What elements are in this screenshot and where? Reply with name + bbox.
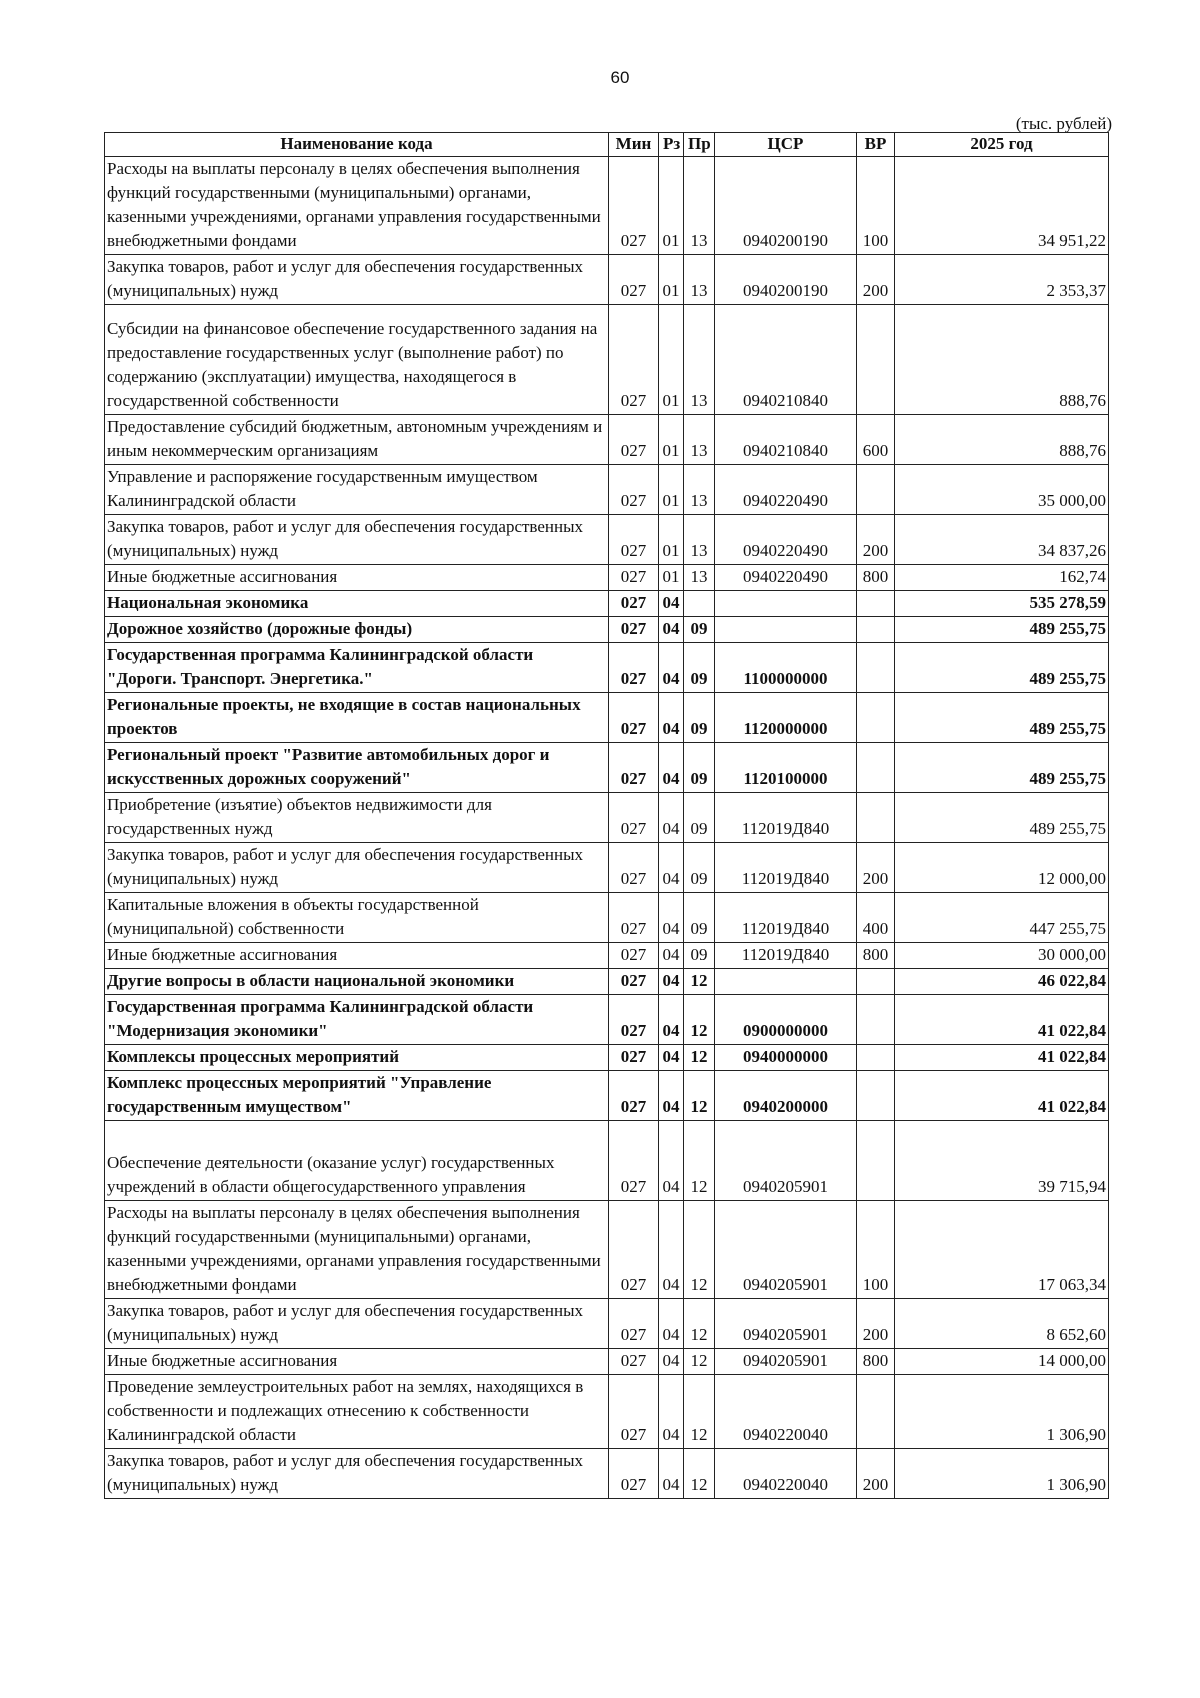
row-name: Комплекс процессных мероприятий "Управление государственным имуществом": [105, 1071, 609, 1121]
row-csr: 0940210840: [715, 305, 857, 415]
row-name: Региональный проект "Развитие автомобильных дорог и искусственных дорожных сооружений": [105, 743, 609, 793]
row-pr: 12: [684, 969, 715, 995]
row-name: Иные бюджетные ассигнования: [105, 943, 609, 969]
table-row: [105, 1349, 1109, 1375]
table-row: [105, 1299, 1109, 1349]
row-min: 027: [609, 415, 659, 465]
row-vr: 800: [857, 565, 895, 591]
row-min: 027: [609, 1045, 659, 1071]
row-amount: 34 951,22: [895, 157, 1109, 255]
row-min: 027: [609, 1071, 659, 1121]
row-min: 027: [609, 305, 659, 415]
table-row: [105, 893, 1109, 943]
row-name: Закупка товаров, работ и услуг для обеспечения государственных (муниципальных) нужд: [105, 1449, 609, 1499]
row-csr: 0940205901: [715, 1349, 857, 1375]
row-vr: 200: [857, 255, 895, 305]
row-pr: 09: [684, 743, 715, 793]
row-vr: [857, 995, 895, 1045]
row-min: 027: [609, 743, 659, 793]
row-name: Иные бюджетные ассигнования: [105, 565, 609, 591]
header-vr: ВР: [857, 133, 895, 157]
row-csr: 112019Д840: [715, 893, 857, 943]
row-name: Региональные проекты, не входящие в состав национальных проектов: [105, 693, 609, 743]
table-body: [105, 157, 1109, 1499]
table-row: [105, 1449, 1109, 1499]
row-amount: 888,76: [895, 415, 1109, 465]
page-number: 60: [610, 68, 630, 87]
row-csr: 0940220040: [715, 1375, 857, 1449]
row-min: 027: [609, 591, 659, 617]
row-name: Закупка товаров, работ и услуг для обеспечения государственных (муниципальных) нужд: [105, 515, 609, 565]
row-name: Иные бюджетные ассигнования: [105, 1349, 609, 1375]
row-min: 027: [609, 1375, 659, 1449]
row-amount: 888,76: [895, 305, 1109, 415]
row-rz: 04: [659, 843, 684, 893]
row-pr: 12: [684, 995, 715, 1045]
row-rz: 04: [659, 693, 684, 743]
row-name: Закупка товаров, работ и услуг для обеспечения государственных (муниципальных) нужд: [105, 843, 609, 893]
table-row: [105, 943, 1109, 969]
row-amount: 447 255,75: [895, 893, 1109, 943]
row-name: Проведение землеустроительных работ на землях, находящихся в собственности и подлежащих отнесению к собственности Калининградской области: [105, 1375, 609, 1449]
table-row: [105, 793, 1109, 843]
row-vr: 200: [857, 1299, 895, 1349]
row-rz: 04: [659, 643, 684, 693]
row-name: Обеспечение деятельности (оказание услуг) государственных учреждений в области общегосударственного управления: [105, 1121, 609, 1201]
row-amount: 1 306,90: [895, 1375, 1109, 1449]
table-row: [105, 1201, 1109, 1299]
row-vr: [857, 743, 895, 793]
table-row: [105, 415, 1109, 465]
row-amount: 489 255,75: [895, 643, 1109, 693]
row-min: 027: [609, 843, 659, 893]
row-pr: 12: [684, 1349, 715, 1375]
row-csr: 0940200190: [715, 255, 857, 305]
row-amount: 41 022,84: [895, 1045, 1109, 1071]
table-row: [105, 255, 1109, 305]
row-name: Дорожное хозяйство (дорожные фонды): [105, 617, 609, 643]
row-rz: 01: [659, 465, 684, 515]
row-amount: 41 022,84: [895, 1071, 1109, 1121]
row-min: 027: [609, 1121, 659, 1201]
row-min: 027: [609, 515, 659, 565]
row-vr: [857, 793, 895, 843]
row-vr: [857, 591, 895, 617]
row-csr: 0940200190: [715, 157, 857, 255]
row-vr: [857, 617, 895, 643]
table-row: [105, 565, 1109, 591]
row-name: Закупка товаров, работ и услуг для обеспечения государственных (муниципальных) нужд: [105, 1299, 609, 1349]
row-csr: 0940205901: [715, 1299, 857, 1349]
row-rz: 04: [659, 1071, 684, 1121]
row-amount: 1 306,90: [895, 1449, 1109, 1499]
row-csr: 0940200000: [715, 1071, 857, 1121]
row-pr: 12: [684, 1299, 715, 1349]
row-pr: 09: [684, 643, 715, 693]
row-pr: 12: [684, 1121, 715, 1201]
row-csr: 0940220040: [715, 1449, 857, 1499]
row-csr: 112019Д840: [715, 943, 857, 969]
row-min: 027: [609, 465, 659, 515]
table-row: [105, 465, 1109, 515]
row-name: Расходы на выплаты персоналу в целях обеспечения выполнения функций государственными (муниципальными) органами, казенными учреждениями, органами управления государственными внебюджетными фондами: [105, 157, 609, 255]
row-amount: 39 715,94: [895, 1121, 1109, 1201]
row-min: 027: [609, 1349, 659, 1375]
unit-note: (тыс. рублей): [1015, 114, 1112, 133]
row-pr: 13: [684, 157, 715, 255]
row-csr: [715, 591, 857, 617]
row-rz: 04: [659, 617, 684, 643]
row-rz: 04: [659, 1349, 684, 1375]
row-rz: 04: [659, 1045, 684, 1071]
row-amount: 2 353,37: [895, 255, 1109, 305]
row-name: Приобретение (изъятие) объектов недвижимости для государственных нужд: [105, 793, 609, 843]
row-amount: 41 022,84: [895, 995, 1109, 1045]
row-pr: 13: [684, 565, 715, 591]
row-rz: 04: [659, 995, 684, 1045]
row-vr: 200: [857, 843, 895, 893]
row-rz: 04: [659, 1375, 684, 1449]
row-pr: 12: [684, 1201, 715, 1299]
row-csr: 0940000000: [715, 1045, 857, 1071]
row-rz: 04: [659, 893, 684, 943]
row-amount: 8 652,60: [895, 1299, 1109, 1349]
row-pr: 09: [684, 943, 715, 969]
row-vr: [857, 1045, 895, 1071]
row-pr: 09: [684, 693, 715, 743]
row-amount: 535 278,59: [895, 591, 1109, 617]
row-csr: 0940210840: [715, 415, 857, 465]
row-vr: 100: [857, 157, 895, 255]
row-csr: 0940220490: [715, 465, 857, 515]
row-min: 027: [609, 893, 659, 943]
header-year: 2025 год: [895, 133, 1109, 157]
row-rz: 04: [659, 743, 684, 793]
row-csr: 0940205901: [715, 1121, 857, 1201]
row-pr: 09: [684, 617, 715, 643]
row-rz: 04: [659, 1299, 684, 1349]
row-vr: 200: [857, 515, 895, 565]
row-vr: [857, 693, 895, 743]
row-rz: 01: [659, 255, 684, 305]
table-row: [105, 617, 1109, 643]
row-amount: 17 063,34: [895, 1201, 1109, 1299]
header-rz: Рз: [659, 133, 684, 157]
row-rz: 01: [659, 157, 684, 255]
table-row: [105, 969, 1109, 995]
row-csr: 0900000000: [715, 995, 857, 1045]
row-amount: 489 255,75: [895, 617, 1109, 643]
row-pr: 09: [684, 843, 715, 893]
row-min: 027: [609, 995, 659, 1045]
row-pr: 12: [684, 1071, 715, 1121]
row-rz: 01: [659, 565, 684, 591]
row-name: Комплексы процессных мероприятий: [105, 1045, 609, 1071]
row-name: Национальная экономика: [105, 591, 609, 617]
row-rz: 01: [659, 515, 684, 565]
row-name: Управление и распоряжение государственным имуществом Калининградской области: [105, 465, 609, 515]
row-name: Предоставление субсидий бюджетным, автономным учреждениям и иным некоммерческим организациям: [105, 415, 609, 465]
row-name: Закупка товаров, работ и услуг для обеспечения государственных (муниципальных) нужд: [105, 255, 609, 305]
row-pr: 09: [684, 793, 715, 843]
table-row: [105, 1045, 1109, 1071]
row-amount: 46 022,84: [895, 969, 1109, 995]
table-row: [105, 693, 1109, 743]
table-row: [105, 1375, 1109, 1449]
row-amount: 30 000,00: [895, 943, 1109, 969]
row-csr: 0940205901: [715, 1201, 857, 1299]
table-row: [105, 843, 1109, 893]
row-amount: 14 000,00: [895, 1349, 1109, 1375]
row-amount: 35 000,00: [895, 465, 1109, 515]
table-row: [105, 1071, 1109, 1121]
row-vr: [857, 465, 895, 515]
header-min: Мин: [609, 133, 659, 157]
row-rz: 04: [659, 591, 684, 617]
row-amount: 489 255,75: [895, 693, 1109, 743]
row-vr: [857, 969, 895, 995]
row-csr: 112019Д840: [715, 793, 857, 843]
row-pr: 13: [684, 415, 715, 465]
row-pr: 12: [684, 1045, 715, 1071]
table-row: [105, 995, 1109, 1045]
row-name: Субсидии на финансовое обеспечение государственного задания на предоставление государственных услуг (выполнение работ) по содержанию (эксплуатации) имущества, находящегося в государственной собственности: [105, 305, 609, 415]
table-row: [105, 305, 1109, 415]
table-row: [105, 1121, 1109, 1201]
row-vr: 800: [857, 943, 895, 969]
row-rz: 01: [659, 415, 684, 465]
row-rz: 01: [659, 305, 684, 415]
row-csr: 1120000000: [715, 693, 857, 743]
row-amount: 12 000,00: [895, 843, 1109, 893]
header-row: [105, 133, 1109, 157]
row-name: Другие вопросы в области национальной экономики: [105, 969, 609, 995]
row-vr: 100: [857, 1201, 895, 1299]
row-vr: 800: [857, 1349, 895, 1375]
row-min: 027: [609, 969, 659, 995]
row-vr: 400: [857, 893, 895, 943]
row-vr: [857, 1071, 895, 1121]
row-rz: 04: [659, 969, 684, 995]
row-min: 027: [609, 1201, 659, 1299]
row-name: Государственная программа Калининградской области "Модернизация экономики": [105, 995, 609, 1045]
row-rz: 04: [659, 1121, 684, 1201]
row-pr: 13: [684, 465, 715, 515]
row-min: 027: [609, 943, 659, 969]
row-pr: [684, 591, 715, 617]
row-csr: 0940220490: [715, 515, 857, 565]
table-row: [105, 591, 1109, 617]
table-row: [105, 515, 1109, 565]
row-name: Государственная программа Калининградской области "Дороги. Транспорт. Энергетика.": [105, 643, 609, 693]
row-csr: 1120100000: [715, 743, 857, 793]
header-pr: Пр: [684, 133, 715, 157]
row-amount: 162,74: [895, 565, 1109, 591]
row-pr: 13: [684, 255, 715, 305]
row-min: 027: [609, 693, 659, 743]
row-name: Расходы на выплаты персоналу в целях обеспечения выполнения функций государственными (муниципальными) органами, казенными учреждениями, органами управления государственными внебюджетными фондами: [105, 1201, 609, 1299]
row-name: Капитальные вложения в объекты государственной (муниципальной) собственности: [105, 893, 609, 943]
row-min: 027: [609, 157, 659, 255]
row-min: 027: [609, 565, 659, 591]
row-rz: 04: [659, 1449, 684, 1499]
row-amount: 34 837,26: [895, 515, 1109, 565]
table-row: [105, 743, 1109, 793]
row-pr: 13: [684, 515, 715, 565]
row-vr: 200: [857, 1449, 895, 1499]
row-csr: 112019Д840: [715, 843, 857, 893]
row-csr: [715, 617, 857, 643]
row-min: 027: [609, 1449, 659, 1499]
row-rz: 04: [659, 793, 684, 843]
row-pr: 12: [684, 1449, 715, 1499]
row-rz: 04: [659, 943, 684, 969]
row-min: 027: [609, 255, 659, 305]
row-vr: [857, 643, 895, 693]
budget-table: [104, 132, 1109, 1499]
row-pr: 13: [684, 305, 715, 415]
row-amount: 489 255,75: [895, 743, 1109, 793]
row-min: 027: [609, 643, 659, 693]
row-csr: 1100000000: [715, 643, 857, 693]
row-min: 027: [609, 1299, 659, 1349]
row-pr: 09: [684, 893, 715, 943]
row-amount: 489 255,75: [895, 793, 1109, 843]
row-csr: 0940220490: [715, 565, 857, 591]
row-vr: [857, 305, 895, 415]
row-vr: [857, 1375, 895, 1449]
row-vr: 600: [857, 415, 895, 465]
row-pr: 12: [684, 1375, 715, 1449]
row-csr: [715, 969, 857, 995]
table-row: [105, 643, 1109, 693]
table-row: [105, 157, 1109, 255]
row-min: 027: [609, 617, 659, 643]
row-rz: 04: [659, 1201, 684, 1299]
header-name: Наименование кода: [105, 133, 609, 157]
header-csr: ЦСР: [715, 133, 857, 157]
row-min: 027: [609, 793, 659, 843]
row-vr: [857, 1121, 895, 1201]
